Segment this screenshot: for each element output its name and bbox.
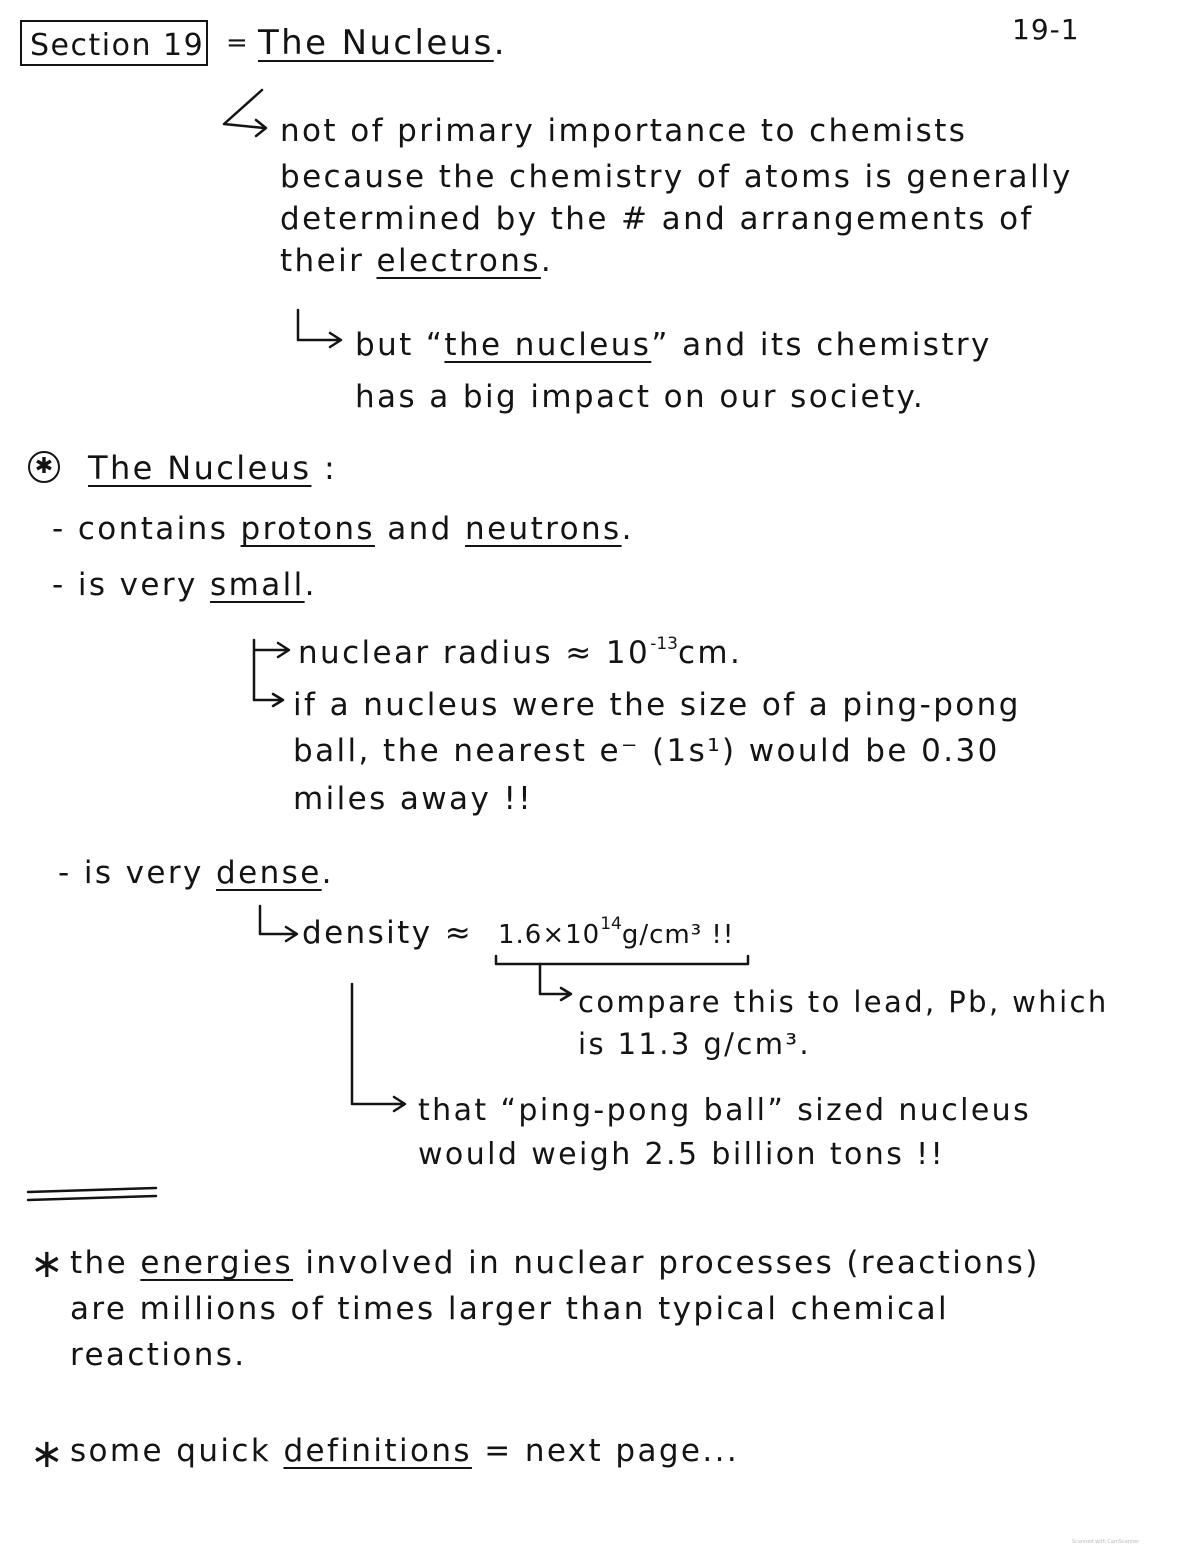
scanner-watermark: Scanned with CamScanner (1072, 1539, 1140, 1545)
the-nucleus-term: the nucleus (444, 327, 652, 363)
aside-line-2: has a big impact on our society. (355, 379, 926, 415)
energies-term: energies (140, 1245, 294, 1281)
contains-prefix: - contains (52, 511, 229, 547)
pingpong-line-2: ball, the nearest e⁻ (1s¹) would be 0.30 (293, 733, 1000, 769)
nucleus-heading-text: The Nucleus (88, 449, 312, 487)
pingpong-line-1: if a nucleus were the size of a ping-pong (293, 687, 1021, 723)
aside-arrow-icon (298, 310, 341, 347)
weigh-line-1: that “ping-pong ball” sized nucleus (418, 1093, 1032, 1128)
compare-arrow-icon (540, 964, 571, 1000)
contains-suffix: . (621, 511, 634, 547)
page-title-period: . (493, 23, 507, 63)
dense-suffix: . (321, 855, 334, 891)
dense-term: dense (216, 855, 322, 891)
dense-prefix: - is very (58, 855, 204, 891)
page-title-text: The Nucleus (258, 23, 494, 63)
density-exponent: 14 (600, 914, 622, 934)
definitions-term: definitions (283, 1433, 472, 1469)
protons-term: protons (240, 511, 375, 547)
definitions-prefix: some quick (70, 1433, 272, 1469)
energies-line-2: are millions of times larger than typical chemical (70, 1291, 950, 1327)
intro-line-4-prefix: their (280, 243, 365, 279)
radius-arrow-icon (254, 640, 289, 700)
electrons-term: electrons (376, 243, 541, 279)
contains-and: and (387, 511, 453, 547)
radius-exponent: -13 (650, 634, 678, 654)
density-arrow-icon (260, 906, 297, 941)
small-prefix: - is very (52, 567, 198, 603)
energies-star-icon: ∗ (30, 1241, 66, 1287)
density-bracket (496, 956, 748, 964)
density-unit: g/cm³ !! (621, 920, 735, 950)
definitions-rest: = next page... (484, 1433, 740, 1469)
energies-line-3: reactions. (70, 1337, 247, 1373)
intro-line-2: because the chemistry of atoms is generally (280, 159, 1073, 195)
header-equals: = (226, 28, 251, 58)
small-term: small (210, 567, 305, 603)
pingpong-line-3: miles away !! (293, 781, 534, 817)
intro-arrow-icon (224, 90, 266, 136)
weigh-line-2: would weigh 2.5 billion tons !! (418, 1137, 946, 1172)
page-number: 19-1 (1012, 13, 1080, 46)
aside-suffix: ” and its chemistry (651, 327, 992, 363)
double-divider (28, 1188, 156, 1200)
definitions-star-icon: ∗ (30, 1431, 66, 1477)
energies-prefix: the (70, 1245, 129, 1281)
neutrons-term: neutrons (465, 511, 622, 547)
intro-line-3: determined by the # and arrangements of (280, 201, 1034, 237)
weigh-arrow-icon (352, 984, 405, 1111)
small-suffix: . (304, 567, 317, 603)
density-value-base: 1.6×10 (498, 920, 601, 950)
radius-unit: cm. (677, 635, 743, 671)
intro-line-1: not of primary importance to chemists (280, 113, 968, 149)
aside-prefix: but “ (355, 327, 445, 363)
compare-line-2: is 11.3 g/cm³. (578, 1027, 811, 1061)
intro-line-4-suffix: . (540, 243, 554, 279)
energies-line-1-rest: involved in nuclear processes (reactions) (305, 1245, 1040, 1281)
star-circle-icon: ✱ (28, 451, 60, 483)
radius-text: nuclear radius ≈ 10 (298, 635, 651, 671)
section-label: Section 19 (30, 28, 205, 63)
pingpong-arrow-icon (254, 694, 283, 706)
density-label: density ≈ (302, 915, 474, 951)
nucleus-heading-colon: : (324, 449, 338, 487)
compare-line-1: compare this to lead, Pb, which (578, 985, 1109, 1019)
